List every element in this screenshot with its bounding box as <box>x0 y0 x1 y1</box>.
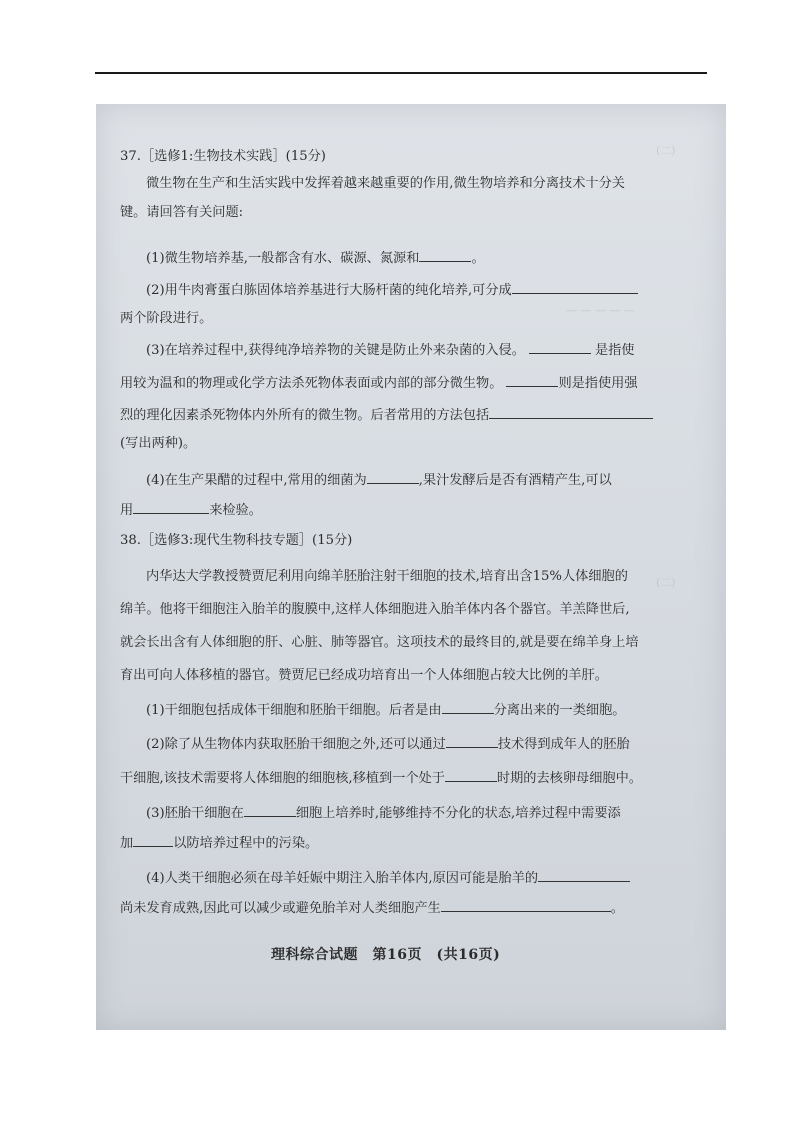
q37-part4-line2: 用 来检验。 <box>120 503 262 518</box>
q37-part1-blank[interactable] <box>419 250 471 262</box>
q37-part2-blank[interactable] <box>512 282 638 294</box>
q38-intro-line1: 内华达大学教授赞贾尼利用向绵羊胚胎注射干细胞的技术,培育出含15%人体细胞的 <box>146 569 628 584</box>
q37-part3-blank3[interactable] <box>489 407 653 419</box>
q38-part3-line2: 加 以防培养过程中的污染。 <box>120 836 319 851</box>
q37-part4-blank1[interactable] <box>367 472 419 484</box>
q38-part4-line1: (4)人类干细胞必须在母羊妊娠中期注入胎羊体内,原因可能是胎羊的 <box>146 870 630 885</box>
q38-part4-blank1[interactable] <box>538 870 630 882</box>
q37-intro-line1: 微生物在生产和生活实践中发挥着越来越重要的作用,微生物培养和分离技术十分关 <box>146 176 625 191</box>
page-footer: 理科综合试题 第16页 (共16页) <box>271 947 501 963</box>
q38-part4-line2: 尚未发育成熟,因此可以减少或避免胎羊对人类细胞产生 。 <box>120 901 624 916</box>
q37-part3-blank1[interactable] <box>529 342 591 354</box>
q37-part3-line2: 用较为温和的物理或化学方法杀死物体表面或内部的部分微生物。 则是指使用强 <box>120 376 638 391</box>
q37-part3-line4: (写出两种)。 <box>120 436 197 451</box>
q37-header: 37.［选修1:生物技术实践］(15分) <box>120 149 326 164</box>
q37-part2-continued: 两个阶段进行。 <box>120 311 213 326</box>
q38-part3-line1: (3)胚胎干细胞在 细胞上培养时,能够维持不分化的状态,培养过程中需要添 <box>146 806 621 821</box>
q38-part3-blank2[interactable] <box>133 835 173 847</box>
q37-part3-blank2[interactable] <box>506 375 558 387</box>
q38-part2-blank1[interactable] <box>446 736 498 748</box>
q38-intro-line4: 育出可向人体移植的器官。赞贾尼已经成功培育出一个人体细胞占较大比例的羊肝。 <box>120 668 608 683</box>
q38-part1: (1)干细胞包括成体干细胞和胚胎干细胞。后者是由 分离出来的一类细胞。 <box>146 703 626 718</box>
q37-part4-line1: (4)在生产果醋的过程中,常用的细菌为 ,果汁发酵后是否有酒精产生,可以 <box>146 473 612 488</box>
q38-intro-line2: 绵羊。他将干细胞注入胎羊的腹膜中,这样人体细胞进入胎羊体内各个器官。羊羔降世后, <box>120 602 630 617</box>
q37-intro-line2: 键。请回答有关问题: <box>120 205 244 220</box>
q37-part1: (1)微生物培养基,一般都含有水、碳源、氮源和 。 <box>146 251 485 266</box>
q38-part2-blank2[interactable] <box>445 770 497 782</box>
exam-sheet: (二) — — — — — (二) 37.［选修1:生物技术实践］(15分) 微生物在生产和生活实践中发挥着越来越重要的作用,微生物培养和分离技术十分关 键。请回答有关问题: (1)微生物培养基,一般都含有水、碳源、氮源和 。 (2)用牛肉膏蛋白胨固体培养基进行大肠杆菌的纯化培养,可分成 两个阶段进行。 (3)在培养过程中,获得纯净培养物的关键是防止外来杂菌的入侵。 是指使 用较为温和的物理或化学方法杀死物体表面或内部的部分微生物。 则是指使用强 烈的理化因素杀死物体内外所有的微生物。后者常用的方法包括 (写出两种)。 (4)在生产果醋的过程中,常用的细菌为 ,果汁发酵后是否有酒精产生,可以 用 来检验。 38.［选修3:现代生物科技专题］(15分) 内华达大学教授赞贾尼利用向绵羊胚胎注射干细胞的技术,培育出含15%人体细胞的 绵羊。他将干细胞注入胎羊的腹膜中,这样人体细胞进入胎羊体内各个器官。羊羔降世后, 就会长出含有人体细胞的肝、心脏、肺等器官。这项技术的最终目的,就是要在绵羊身上培 育出可向人体移植的器官。赞贾尼已经成功培育出一个人体细胞占较大比例的羊肝。 (1)干细胞包括成体干细胞和胚胎干细胞。后者是由 分离出来的一类细胞。 (2)除了从生物体内获取胚胎干细胞之外,还可以通过 技术得到成年人的胚胎 干细胞,该技术需要将人体细胞的细胞核,移植到一个处于 时期的去核卵母细胞中。 (3)胚胎干细胞在 细胞上培养时,能够维持不分化的状态,培养过程中需要添 加 以防培养过程中的污染。 (4)人类干细胞必须在母羊妊娠中期注入胎羊体内,原因可能是胎羊的 尚未发育成熟,因此可以减少或避免胎羊对人类细胞产生 。 理科综合试题 第16页 (共16页) <box>96 104 726 1030</box>
top-rule <box>95 72 707 74</box>
q37-part4-blank2[interactable] <box>133 502 209 514</box>
q38-part1-blank[interactable] <box>442 702 494 714</box>
q37-part3-line1: (3)在培养过程中,获得纯净培养物的关键是防止外来杂菌的入侵。 是指使 <box>146 343 635 358</box>
q37-part2: (2)用牛肉膏蛋白胨固体培养基进行大肠杆菌的纯化培养,可分成 <box>146 282 638 297</box>
q38-intro-line3: 就会长出含有人体细胞的肝、心脏、肺等器官。这项技术的最终目的,就是要在绵羊身上培 <box>120 635 639 650</box>
q38-part3-blank1[interactable] <box>244 805 296 817</box>
q38-part2-line1: (2)除了从生物体内获取胚胎干细胞之外,还可以通过 技术得到成年人的胚胎 <box>146 737 630 752</box>
q38-part2-line2: 干细胞,该技术需要将人体细胞的细胞核,移植到一个处于 时期的去核卵母细胞中。 <box>120 771 642 786</box>
q38-header: 38.［选修3:现代生物科技专题］(15分) <box>120 533 353 548</box>
q38-part4-blank2[interactable] <box>441 900 611 912</box>
q37-part3-line3: 烈的理化因素杀死物体内外所有的微生物。后者常用的方法包括 <box>120 407 653 422</box>
